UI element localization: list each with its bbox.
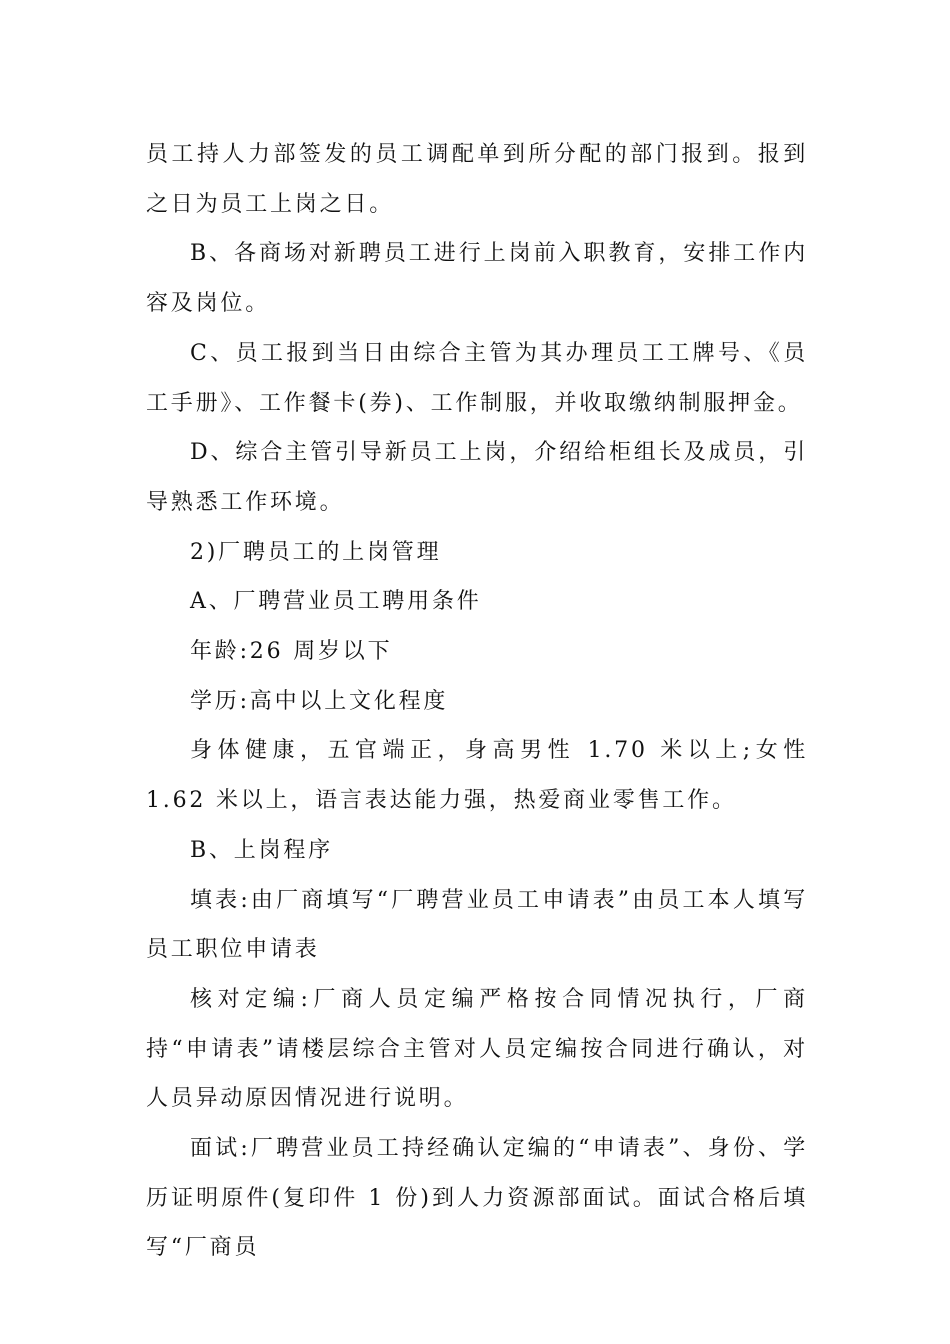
- paragraph-4: D、综合主管引导新员工上岗，介绍给柜组长及成员，引导熟悉工作环境。: [146, 440, 808, 515]
- paragraph-2: B、各商场对新聘员工进行上岗前入职教育，安排工作内容及岗位。: [146, 241, 808, 317]
- step-interview: 面试:厂聘营业员工持经确认定编的“申请表”、身份、学历证明原件(复印件 1 份)到人力资源部面试。面试合格后填写“厂商员: [146, 1136, 808, 1261]
- subsection-heading-b: B、上岗程序: [190, 837, 333, 863]
- paragraph-3: C、员工报到当日由综合主管为其办理员工工牌号、《员工手册》、工作餐卡(券)、工作制服，并收取缴纳制服押金。: [146, 340, 808, 416]
- step-verify-staffing: 核对定编:厂商人员定编严格按合同情况执行，厂商持“申请表”请楼层综合主管对人员定编按合同进行确认，对人员异动原因情况进行说明。: [146, 986, 808, 1112]
- section-heading: 2)厂聘员工的上岗管理: [190, 539, 442, 565]
- document-body: [146, 130, 808, 1273]
- paragraph-1: 员工持人力部签发的员工调配单到所分配的部门报到。报到之日为员工上岗之日。: [146, 142, 808, 217]
- step-fill-form: 填表:由厂商填写“厂聘营业员工申请表”由员工本人填写员工职位申请表: [146, 887, 808, 963]
- subsection-heading-a: A、厂聘营业员工聘用条件: [190, 589, 482, 615]
- requirement-age: 年龄:26 周岁以下: [190, 639, 393, 665]
- requirement-health: 身体健康，五官端正，身高男性 1.70 米以上;女性 1.62 米以上，语言表达能力强，热爱商业零售工作。: [146, 738, 808, 814]
- requirement-education: 学历:高中以上文化程度: [190, 688, 449, 714]
